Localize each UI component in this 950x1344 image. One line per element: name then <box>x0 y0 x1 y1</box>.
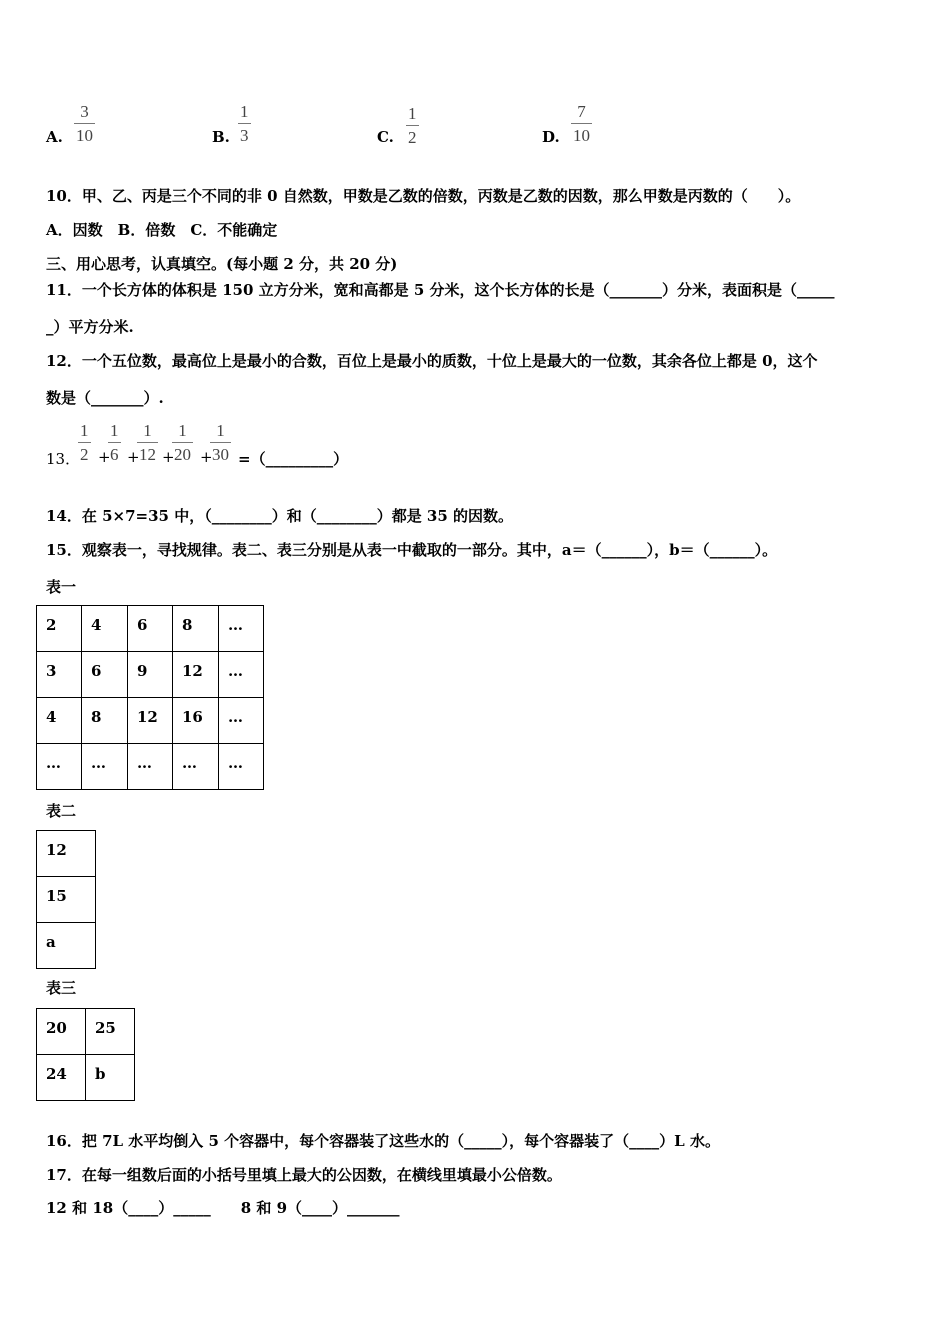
table-cell: 8 <box>173 606 219 652</box>
fraction-bar <box>406 125 419 126</box>
fraction-denominator: 2 <box>408 128 417 147</box>
table-3 <box>36 1008 135 1101</box>
table-row <box>37 877 96 923</box>
table-cell: … <box>219 744 264 790</box>
table-cell: 4 <box>37 698 82 744</box>
fraction-denominator: 12 <box>139 445 156 464</box>
fraction-bar <box>78 442 91 443</box>
fraction-numerator: 1 <box>110 421 119 440</box>
table-cell: 24 <box>37 1055 86 1101</box>
fraction-bar <box>238 123 251 124</box>
table-cell: 9 <box>128 652 173 698</box>
fraction-numerator: 3 <box>80 102 89 121</box>
fraction-numerator: 1 <box>216 421 225 440</box>
fraction-denominator: 10 <box>573 126 590 145</box>
table-cell: 12 <box>37 831 96 877</box>
fraction-bar <box>108 442 121 443</box>
plus-sign: + <box>200 448 213 466</box>
table-row <box>37 698 264 744</box>
table-cell: 12 <box>173 652 219 698</box>
option-a-label: A. <box>46 128 63 146</box>
question-16: 16．把 7L 水平均倒入 5 个容器中，每个容器装了这些水的（_____），每个容器装了（____）L 水。 <box>46 1132 720 1150</box>
fraction-numerator: 1 <box>143 421 152 440</box>
fraction-1-20 <box>172 422 193 463</box>
table-row <box>37 744 264 790</box>
table-cell: 8 <box>82 698 128 744</box>
fraction-numerator: 1 <box>408 104 417 123</box>
table-cell: … <box>128 744 173 790</box>
question-14: 14．在 5×7=35 中，（________）和（________）都是 35 的因数。 <box>46 507 514 525</box>
table-row <box>37 652 264 698</box>
fraction-bar <box>210 442 231 443</box>
fraction-bar <box>172 442 193 443</box>
fraction-1-30 <box>210 422 231 463</box>
plus-sign: + <box>127 448 140 466</box>
table-cell: 4 <box>82 606 128 652</box>
table-cell: … <box>173 744 219 790</box>
question-17-line-2: 12 和 18（____）_____ 8 和 9（____）_______ <box>46 1199 400 1217</box>
option-d-label: D. <box>542 128 560 146</box>
table-cell: … <box>82 744 128 790</box>
fraction-denominator: 3 <box>240 126 249 145</box>
plus-sign: + <box>162 448 175 466</box>
table-row <box>37 1055 135 1101</box>
fraction-denominator: 2 <box>80 445 89 464</box>
fraction-numerator: 1 <box>240 102 249 121</box>
table-1-label: 表一 <box>46 578 77 596</box>
table-cell: 15 <box>37 877 96 923</box>
table-row <box>37 606 264 652</box>
question-17: 17．在每一组数后面的小括号里填上最大的公因数，在横线里填最小公倍数。 <box>46 1166 562 1184</box>
option-b-fraction <box>238 103 251 144</box>
table-3-label: 表三 <box>46 979 77 997</box>
table-cell: 16 <box>173 698 219 744</box>
option-d-fraction <box>571 103 592 144</box>
table-cell: … <box>219 606 264 652</box>
table-cell: 25 <box>86 1009 135 1055</box>
question-11-line-1: 11．一个长方体的体积是 150 立方分米，宽和高都是 5 分米，这个长方体的长是（_______）分米，表面积是（_____ <box>46 281 835 299</box>
table-cell: 6 <box>128 606 173 652</box>
table-cell: 20 <box>37 1009 86 1055</box>
fraction-1-2 <box>78 422 91 463</box>
plus-sign: + <box>98 448 111 466</box>
fraction-denominator: 6 <box>110 445 119 464</box>
fraction-bar <box>74 123 95 124</box>
option-b-label: B. <box>212 128 230 146</box>
question-11-line-2: _）平方分米. <box>46 318 134 336</box>
section-3-title: 三、用心思考，认真填空。(每小题 2 分，共 20 分) <box>46 255 398 273</box>
table-row <box>37 923 96 969</box>
table-cell: … <box>219 652 264 698</box>
fraction-denominator: 10 <box>76 126 93 145</box>
question-10-options: A．因数 B．倍数 C．不能确定 <box>46 221 278 239</box>
option-c-fraction <box>406 105 419 146</box>
table-cell: 3 <box>37 652 82 698</box>
fraction-numerator: 1 <box>80 421 89 440</box>
option-c-label: C. <box>377 128 394 146</box>
table-2-label: 表二 <box>46 802 77 820</box>
table-cell: a <box>37 923 96 969</box>
table-cell: 6 <box>82 652 128 698</box>
table-cell: … <box>219 698 264 744</box>
table-row <box>37 831 96 877</box>
fraction-bar <box>137 442 158 443</box>
table-cell: 12 <box>128 698 173 744</box>
question-10: 10．甲、乙、丙是三个不同的非 0 自然数，甲数是乙数的倍数，丙数是乙数的因数，那么甲数是丙数的（ ）。 <box>46 187 801 205</box>
question-12-line-2: 数是（_______）. <box>46 389 164 407</box>
fraction-bar <box>571 123 592 124</box>
fraction-1-12 <box>137 422 158 463</box>
table-2 <box>36 830 96 969</box>
fraction-denominator: 20 <box>174 445 191 464</box>
question-12-line-1: 12．一个五位数，最高位上是最小的合数，百位上是最小的质数，十位上是最大的一位数，其余各位上都是 0，这个 <box>46 352 818 370</box>
table-cell: b <box>86 1055 135 1101</box>
question-13-number: 13． <box>46 450 81 468</box>
equals-blank: =（_________） <box>238 450 349 468</box>
fraction-numerator: 7 <box>577 102 586 121</box>
table-cell: 2 <box>37 606 82 652</box>
question-15: 15．观察表一，寻找规律。表二、表三分别是从表一中截取的一部分。其中，a＝（______），b＝（______）。 <box>46 541 778 559</box>
fraction-denominator: 30 <box>212 445 229 464</box>
option-a-fraction <box>74 103 95 144</box>
fraction-numerator: 1 <box>178 421 187 440</box>
table-1 <box>36 605 264 790</box>
table-row <box>37 1009 135 1055</box>
fraction-1-6 <box>108 422 121 463</box>
table-cell: … <box>37 744 82 790</box>
